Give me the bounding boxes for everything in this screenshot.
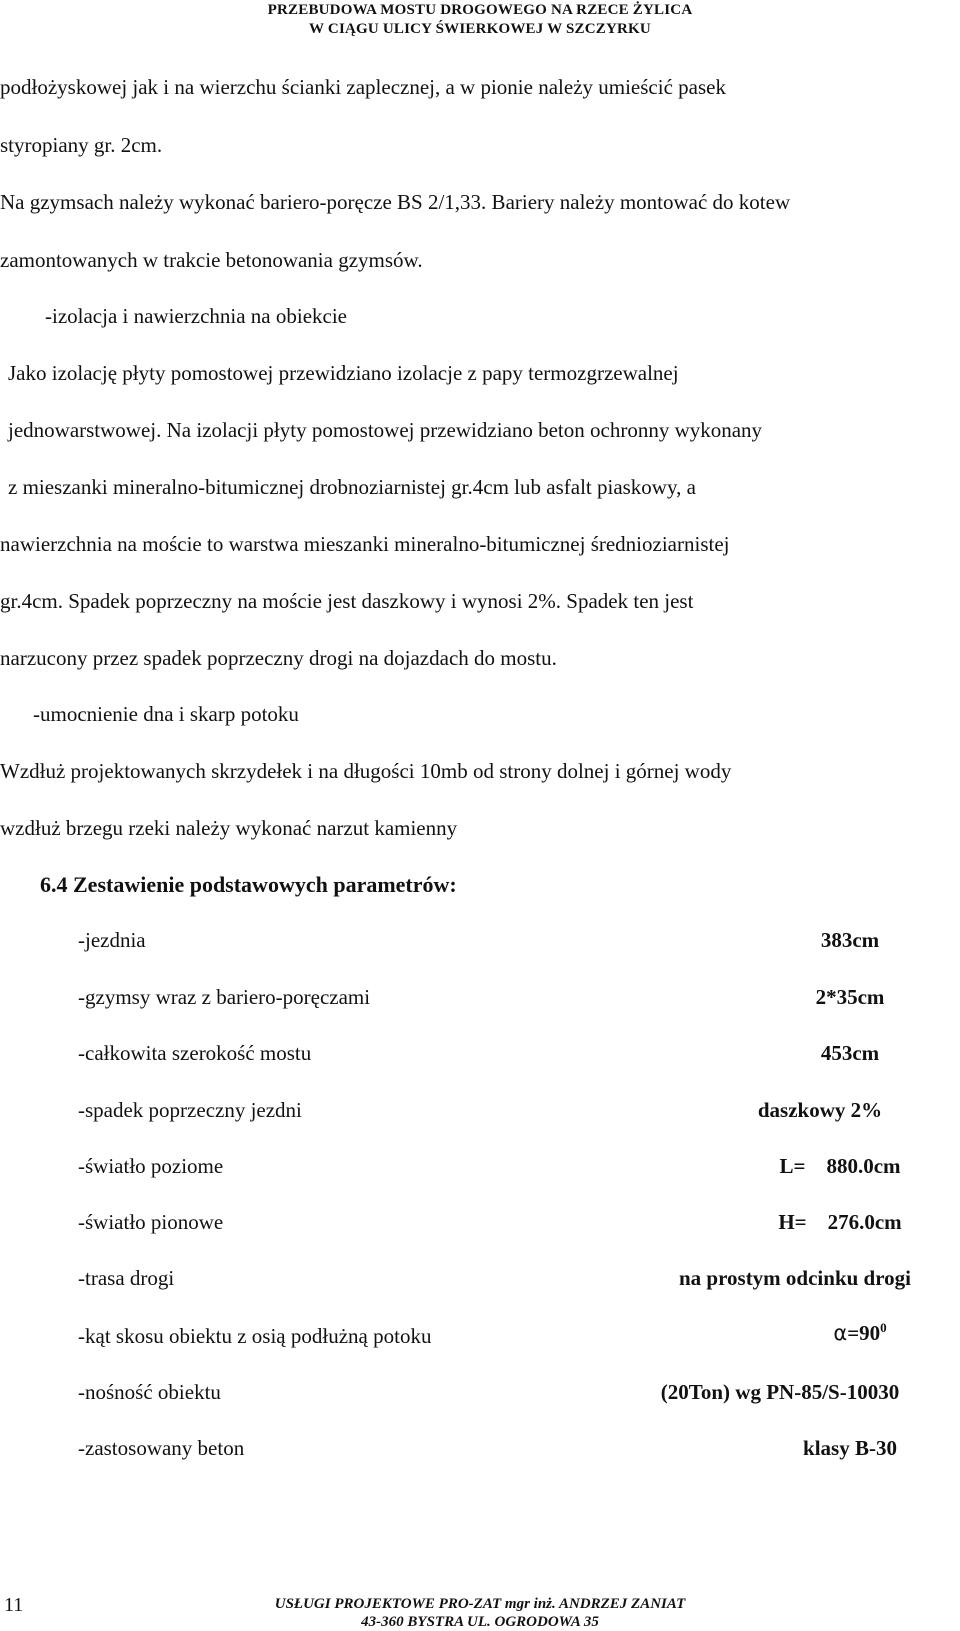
param-value: 2*35cm: [815, 985, 885, 1009]
text-line: gr.4cm. Spadek poprzeczny na moście jest daszkowy i wynosi 2%. Spadek ten jest: [0, 589, 694, 613]
section-number: 6.4: [40, 872, 68, 897]
section-title: Zestawienie podstawowych parametrów:: [73, 872, 457, 897]
param-label: -kąt skosu obiektu z osią podłużną potoku: [78, 1324, 432, 1348]
param-value: klasy B-30: [803, 1436, 897, 1460]
angle-value: =90: [847, 1321, 881, 1345]
section-heading: [40, 872, 457, 898]
footer-line-1: USŁUGI PROJEKTOWE PRO-ZAT mgr inż. ANDRZEJ ZANIAT: [274, 1596, 686, 1612]
alpha-symbol: α: [833, 1321, 848, 1345]
param-value: 453cm: [820, 1041, 880, 1065]
text-line: wzdłuż brzegu rzeki należy wykonać narzut kamienny: [0, 816, 458, 840]
param-value: 383cm: [820, 928, 880, 952]
footer-line-2: 43-360 BYSTRA UL. OGRODOWA 35: [361, 1614, 599, 1630]
param-value: daszkowy 2%: [757, 1098, 883, 1122]
text-line: podłożyskowej jak i na wierzchu ścianki zaplecznej, a w pionie należy umieścić pasek: [0, 75, 726, 99]
param-value: na prostym odcinku drogi: [678, 1266, 912, 1290]
param-value: (20Ton) wg PN-85/S-10030: [660, 1380, 900, 1404]
param-label: -trasa drogi: [78, 1266, 175, 1290]
param-value: H= 276.0cm: [778, 1210, 902, 1234]
param-label: -spadek poprzeczny jezdni: [78, 1098, 302, 1122]
param-label: -całkowita szerokość mostu: [78, 1041, 312, 1065]
param-label: -światło poziome: [78, 1154, 224, 1178]
param-value-angle: [780, 1320, 940, 1346]
param-value: L= 880.0cm: [779, 1154, 901, 1178]
text-line: zamontowanych w trakcie betonowania gzymsów.: [0, 248, 423, 272]
param-label: -światło pionowe: [78, 1210, 224, 1234]
text-line: narzucony przez spadek poprzeczny drogi na dojazdach do mostu.: [0, 646, 557, 670]
text-line: styropiany gr. 2cm.: [0, 133, 163, 157]
header-line-2: W CIĄGU ULICY ŚWIERKOWEJ W SZCZYRKU: [309, 21, 651, 37]
text-line: Na gzymsach należy wykonać bariero-poręcze BS 2/1,33. Bariery należy montować do kotew: [0, 190, 791, 214]
text-line: z mieszanki mineralno-bitumicznej drobnoziarnistej gr.4cm lub asfalt piaskowy, a: [8, 475, 696, 499]
degree-superscript: 0: [880, 1320, 887, 1335]
text-line: Jako izolację płyty pomostowej przewidziano izolacje z papy termozgrzewalnej: [8, 361, 679, 385]
text-line: jednowarstwowej. Na izolacji płyty pomostowej przewidziano beton ochronny wykonany: [8, 418, 763, 442]
subheading-umocnienie: -umocnienie dna i skarp potoku: [33, 702, 299, 726]
subheading-izolacja: -izolacja i nawierzchnia na obiekcie: [45, 304, 347, 328]
param-label: -nośność obiektu: [78, 1380, 221, 1404]
text-line: Wzdłuż projektowanych skrzydełek i na długości 10mb od strony dolnej i górnej wody: [0, 759, 732, 783]
param-label: -gzymsy wraz z bariero-poręczami: [78, 985, 371, 1009]
header-line-1: PRZEBUDOWA MOSTU DROGOWEGO NA RZECE ŻYLICA: [267, 2, 693, 18]
page-number: 11: [4, 1594, 24, 1616]
param-label: -jezdnia: [78, 928, 146, 952]
text-line: nawierzchnia na moście to warstwa mieszanki mineralno-bitumicznej średnioziarnistej: [0, 532, 730, 556]
param-label: -zastosowany beton: [78, 1436, 245, 1460]
